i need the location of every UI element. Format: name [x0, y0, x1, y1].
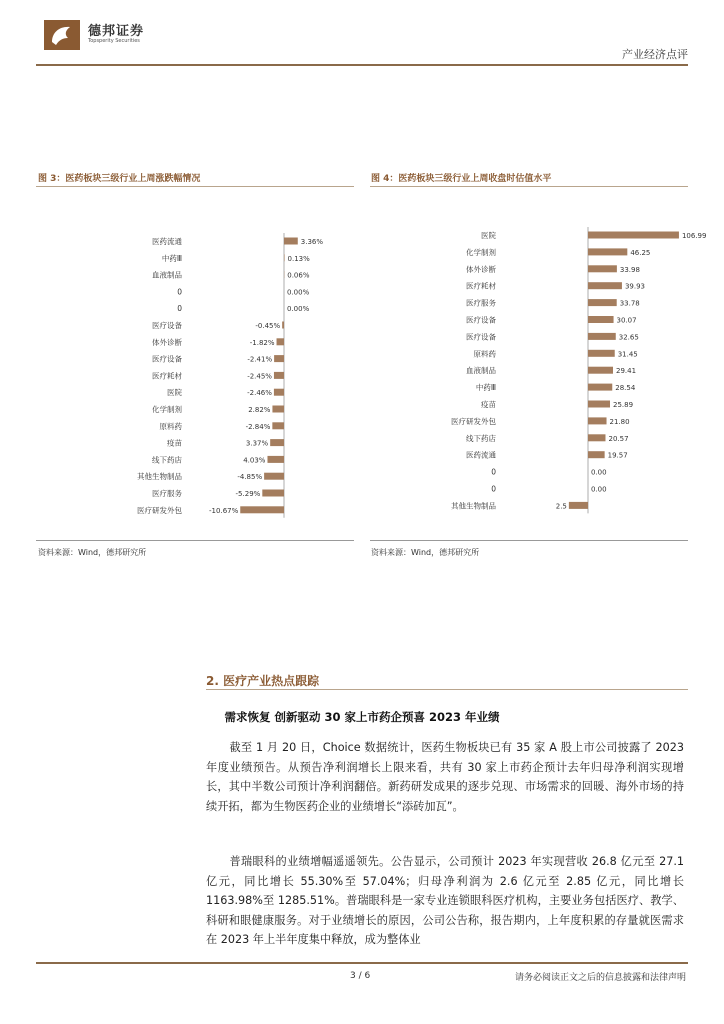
- data-label: -5.29%: [235, 490, 261, 498]
- category-label: 体外诊断: [466, 264, 496, 274]
- data-label: 0.00: [591, 485, 607, 494]
- bar: [588, 299, 617, 306]
- bar: [588, 401, 610, 408]
- category-label: 血液制品: [466, 366, 496, 376]
- category-label: 医药流通: [466, 450, 496, 460]
- category-label: 0: [177, 304, 182, 314]
- data-label: 28.54: [615, 384, 636, 393]
- category-label: 线下药店: [466, 433, 496, 443]
- brand-name: 德邦证券: [88, 24, 145, 39]
- data-label: 33.78: [619, 299, 640, 308]
- data-label: -10.67%: [209, 506, 239, 515]
- category-label: 其他生物制品: [137, 472, 182, 482]
- bar: [588, 232, 679, 239]
- data-label: -2.46%: [247, 389, 272, 398]
- bar: [267, 456, 284, 463]
- report-type: 产业经济点评: [622, 48, 688, 61]
- data-label: 30.07: [616, 316, 637, 325]
- figure3-title-divider: [36, 186, 354, 187]
- category-label: 疫苗: [481, 400, 496, 409]
- bar: [272, 406, 284, 413]
- bar: [277, 338, 284, 345]
- category-label: 原料药: [473, 349, 496, 359]
- bar: [588, 282, 622, 289]
- data-label: 0.00%: [287, 305, 310, 314]
- bar: [262, 490, 284, 497]
- data-label: 0.13%: [287, 254, 310, 263]
- category-label: 化学制剂: [152, 405, 182, 414]
- paragraph-2: 普瑞眼科的业绩增幅遥遥领先。公告显示，公司预计 2023 年实现营收 26.8 亿元至 27.1 亿元，同比增长 55.30%至 57.04%；归母净利润为 2.6 亿元至 2.85 亿元，同比增长 1163.98%至 1285.51%。普瑞眼科是一家专业连锁眼科医疗机构，主要业务包括医疗、教学、科研和眼健康服务。对于业绩增长的原因，公司公告称，报告期内，上年度积累的存量就医需求在 2023 年上半年度集中释放，成为整体业: [206, 855, 684, 946]
- data-label: 29.41: [615, 367, 637, 376]
- data-label: 39.93: [624, 282, 645, 291]
- bar: [270, 439, 284, 446]
- bar: [588, 316, 614, 323]
- bar: [588, 384, 612, 391]
- category-label: 医疗设备: [466, 315, 496, 325]
- figure4-chart: [370, 228, 707, 524]
- bar: [264, 473, 284, 480]
- category-label: 疫苗: [167, 438, 182, 448]
- article-subtitle: 需求恢复 创新驱动 30 家上市药企预喜 2023 年业绩: [224, 710, 500, 724]
- bar: [588, 248, 627, 255]
- data-label: -2.84%: [245, 422, 271, 431]
- category-label: 中药Ⅲ: [161, 253, 182, 263]
- bar: [284, 238, 298, 245]
- bar: [284, 254, 285, 261]
- category-label: 医院: [167, 388, 182, 398]
- figure4-title-divider: [370, 186, 688, 187]
- category-label: 医疗设备: [152, 321, 182, 330]
- data-label: 46.25: [630, 248, 651, 257]
- bar: [569, 502, 588, 509]
- data-label: 21.80: [609, 417, 630, 426]
- figure4-source: 资料来源：Wind，德邦研究所: [371, 548, 480, 557]
- data-label: -2.41%: [247, 355, 273, 364]
- bar: [588, 265, 617, 272]
- footer-disclaimer: 请务必阅读正文之后的信息披露和法律声明: [514, 973, 686, 983]
- category-label: 血液制品: [152, 270, 182, 280]
- data-label: 33.98: [619, 265, 640, 274]
- data-label: 19.57: [607, 451, 628, 460]
- figure4-bottom-divider: [370, 540, 688, 541]
- bar: [588, 333, 616, 340]
- data-label: -2.45%: [247, 372, 272, 381]
- category-label: 医疗设备: [466, 332, 496, 342]
- category-label: 0: [491, 484, 496, 494]
- data-label: -0.45%: [255, 322, 281, 330]
- footer-divider: [36, 962, 688, 964]
- header-divider: [36, 64, 688, 66]
- section-title-divider: [206, 689, 688, 690]
- bar: [588, 417, 607, 424]
- data-label: 0.06%: [287, 271, 310, 280]
- category-label: 线下药店: [152, 455, 182, 465]
- page-number: 3 / 6: [350, 971, 371, 981]
- bar: [274, 355, 284, 362]
- category-label: 医疗耗材: [152, 371, 182, 381]
- category-label: 医疗服务: [152, 489, 182, 498]
- data-label: 2.5: [555, 502, 567, 511]
- category-label: 医药流通: [152, 237, 182, 246]
- category-label: 医疗服务: [466, 298, 496, 308]
- figure3-title: 图 3：医药板块三级行业上周涨跌幅情况: [38, 174, 201, 184]
- data-label: 3.36%: [300, 238, 324, 246]
- data-label: 25.89: [613, 401, 634, 409]
- brand-name-en: Topsperity Securities: [88, 38, 140, 44]
- data-label: -1.82%: [249, 338, 275, 347]
- bar: [588, 451, 605, 458]
- category-label: 医疗研发外包: [451, 416, 496, 426]
- section-title: 2. 医疗产业热点跟踪: [206, 674, 320, 688]
- bar: [240, 506, 284, 513]
- category-label: 医院: [481, 231, 496, 240]
- bar: [588, 350, 615, 357]
- figure4-title: 图 4：医药板块三级行业上周收盘时估值水平: [371, 174, 552, 184]
- figure3-bottom-divider: [36, 540, 354, 541]
- paragraph-1: 截至 1 月 20 日，Choice 数据统计，医药生物板块已有 35 家 A 股上市公司披露了 2023 年度业绩预告。从预告净利润增长上限来看，共有 30 家上市药企预计去年归母净利润实现增长，其中半数公司预计净利润翻倍。新药研发成果的逐步兑现、市场需求的回暖、海外市场的持续开拓，都为生物医药企业的业绩增长“添砖加瓦”。: [206, 741, 684, 813]
- category-label: 其他生物制品: [451, 501, 496, 511]
- data-label: 106.99: [681, 232, 707, 240]
- category-label: 医疗设备: [152, 354, 182, 364]
- category-label: 医疗研发外包: [137, 505, 182, 515]
- category-label: 化学制剂: [466, 247, 496, 257]
- category-label: 原料药: [159, 421, 182, 431]
- bar: [272, 422, 284, 429]
- bar: [282, 322, 284, 329]
- category-label: 医疗耗材: [466, 281, 496, 291]
- bar: [274, 389, 284, 396]
- data-label: 3.37%: [245, 439, 269, 448]
- bar: [588, 367, 613, 374]
- data-label: 31.45: [617, 350, 638, 359]
- category-label: 中药Ⅲ: [475, 383, 496, 393]
- category-label: 0: [491, 467, 496, 477]
- data-label: 20.57: [608, 434, 629, 443]
- data-label: 0.00: [591, 468, 607, 477]
- data-label: 0.00%: [287, 288, 310, 297]
- figure3-source: 资料来源：Wind，德邦研究所: [38, 548, 147, 557]
- figure3-chart: [36, 228, 354, 518]
- category-label: 0: [177, 287, 182, 297]
- data-label: 32.65: [618, 333, 639, 342]
- bar: [274, 372, 284, 379]
- data-label: 4.03%: [243, 456, 266, 465]
- data-label: -4.85%: [237, 473, 263, 482]
- category-label: 体外诊断: [152, 337, 182, 347]
- data-label: 2.82%: [248, 406, 271, 414]
- brand-logo-icon: [44, 20, 80, 50]
- bar: [588, 434, 605, 441]
